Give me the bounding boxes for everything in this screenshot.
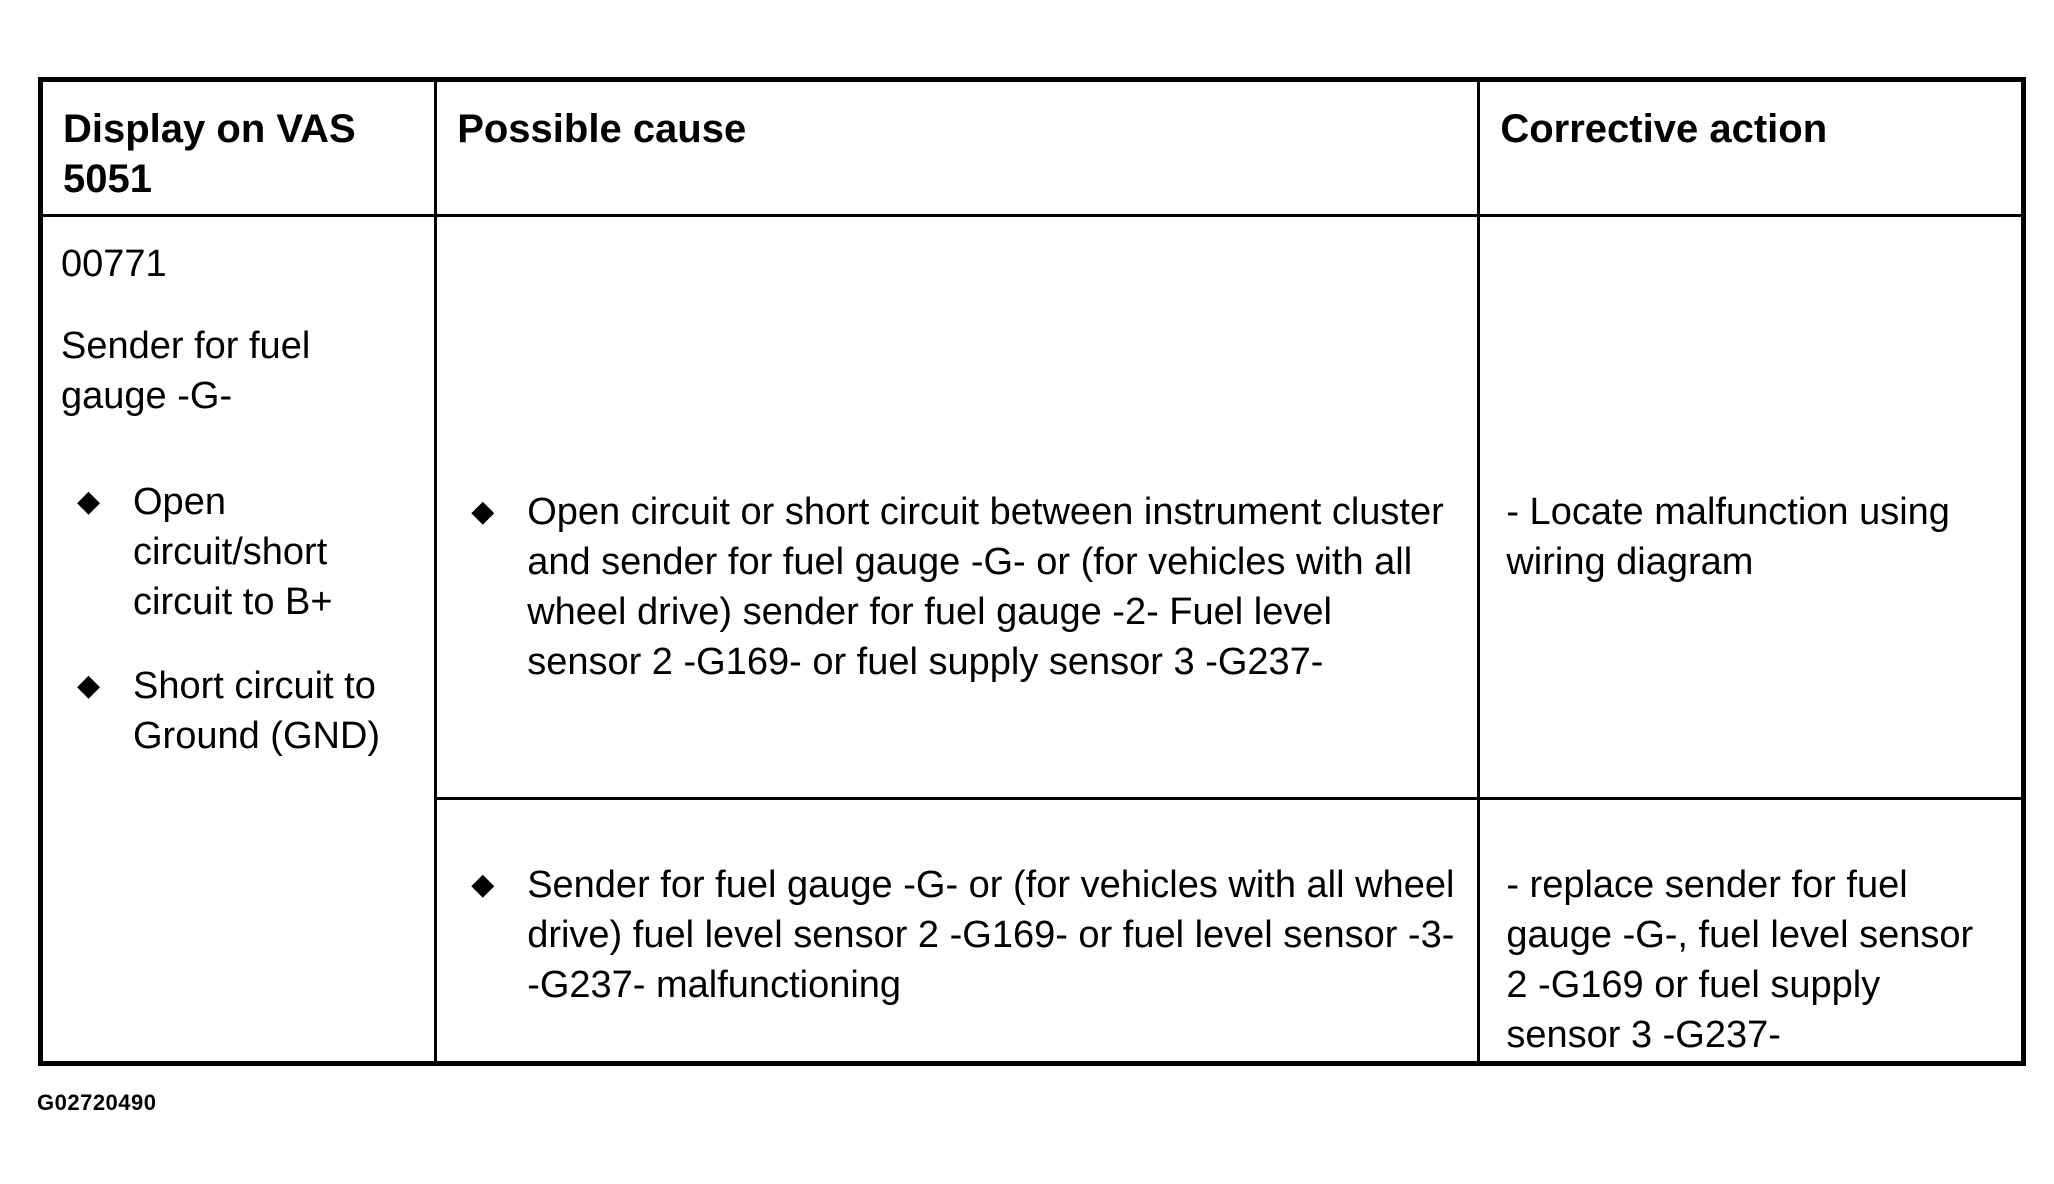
action-text: - Locate malfunction using wiring diagram (1506, 491, 1950, 583)
figure-code: G02720490 (37, 1090, 157, 1115)
list-item (471, 860, 1455, 1010)
fault-code: 00771 (61, 243, 167, 285)
header-display: Display on VAS 5051 (41, 80, 436, 216)
cause-cell (436, 799, 1479, 1064)
fault-component: Sender for fuel gauge -G- (61, 325, 311, 417)
table-row (41, 216, 2024, 799)
diamond-bullet-icon: ◆ (471, 495, 495, 528)
display-cell (41, 216, 436, 1064)
diamond-bullet-icon: ◆ (77, 669, 101, 702)
fault-type-label: Short circuit to Ground (GND) (133, 665, 381, 757)
cause-text: Open circuit or short circuit between instrument cluster and sender for fuel gauge -G- or (for vehicles with all wheel drive) sender for fuel gauge -2- Fuel level sensor 2 -G169- or fuel supply sensor 3 -G237- (527, 491, 1444, 683)
diagnostic-table (38, 77, 2026, 1066)
diamond-bullet-icon: ◆ (77, 485, 101, 518)
fault-type-label: Open circuit/short circuit to B+ (133, 481, 333, 623)
cause-cell (436, 216, 1479, 799)
action-cell (1479, 216, 2024, 799)
action-cell (1479, 799, 2024, 1064)
list-item (61, 477, 418, 627)
list-item (61, 661, 418, 761)
table-header-row (41, 80, 2024, 216)
list-item (471, 487, 1455, 687)
cause-text: Sender for fuel gauge -G- or (for vehicles with all wheel drive) fuel level sensor 2 -G169- or fuel level sensor -3--G237- malfunctioning (527, 864, 1455, 1006)
header-corrective-action: Corrective action (1479, 80, 2024, 216)
diamond-bullet-icon: ◆ (471, 868, 495, 901)
action-text: - replace sender for fuel gauge -G-, fuel level sensor 2 -G169 or fuel supply sensor 3 -G237- (1506, 864, 1974, 1056)
fault-type-list (61, 477, 418, 761)
header-possible-cause: Possible cause (436, 80, 1479, 216)
